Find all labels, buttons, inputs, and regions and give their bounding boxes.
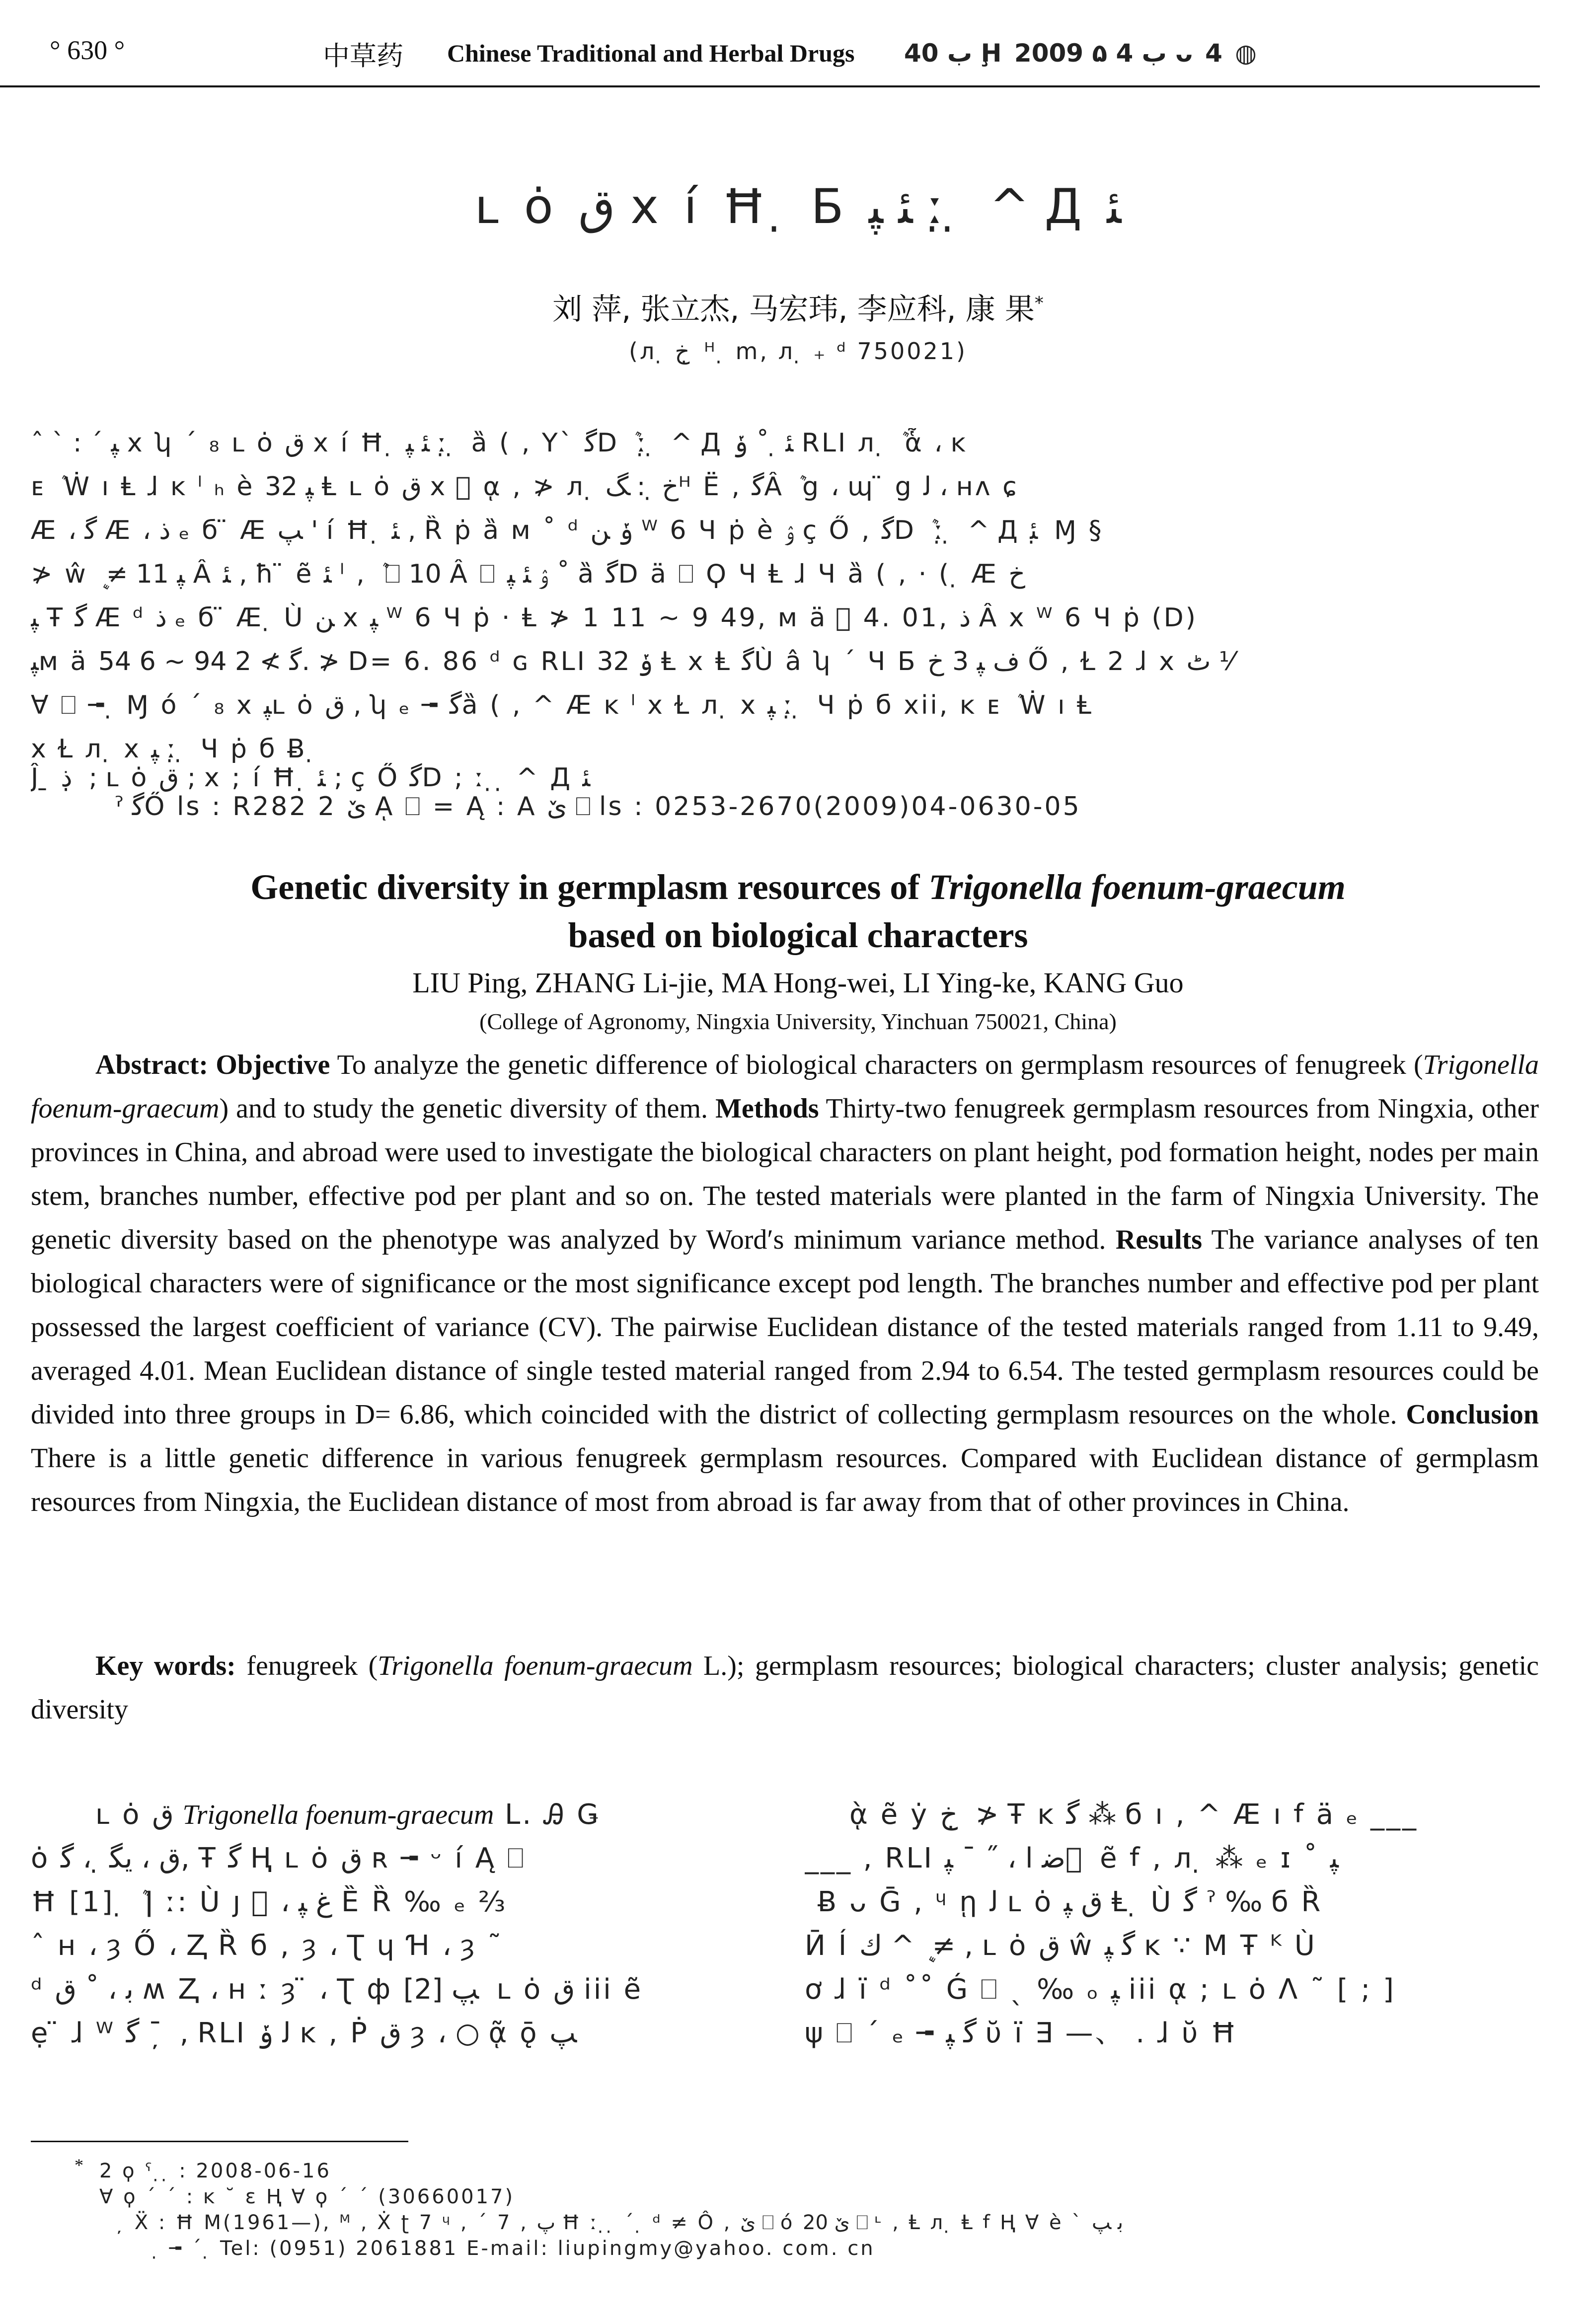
label-results: Results <box>1115 1224 1203 1255</box>
label-conclusion: Conclusion <box>1406 1399 1539 1430</box>
objective-text-1: To analyze the genetic difference of biological characters on germplasm resources of fenugreek ( <box>330 1049 1423 1080</box>
journal-name-zh: 中草药 <box>323 40 403 72</box>
body-line: ̣ Ƀ ᴗ Ḡ , ᶣ ῃ ﻟ ʟ ȯ ق ﭙ Ⱡ ̣ Ù ﮔ ˀ ‰ б Ȑ <box>805 1886 1323 1918</box>
authors-en: LIU Ping, ZHANG Li-jie, MA Hong-wei, LI Ying-ke, KANG Guo <box>412 967 1184 999</box>
abstract-zh-line: ≯ ŵ ܷ ≠ ﭙ 11 Â ﺌ , ħ ̈ ẽ ﺌ ˡ , ܶ ⎕ 10 Â ⎕ ﯢ ﺌ ﭙ ˚ ȁ ﮔD ä ⎕ Ϙ Ч Ⱡ ɺ Ч ȁ ( , · ( ̣ Æ خ <box>31 559 1025 589</box>
abstract-species: Trigonella foenum-graecum <box>31 1049 1539 1124</box>
body-line: ᾲ ẽ ẏ خ ̣ ≯ Ŧ ĸ ﮔ ⁂ б ı , ^ Æ ı ꬵ ä ₑ ___ <box>849 1798 1418 1831</box>
keywords-species: Trigonella foenum-graecum <box>378 1650 693 1681</box>
body-column-right <box>805 1793 1540 2055</box>
body-species: Trigonella foenum-graecum <box>182 1799 494 1830</box>
label-abstract: Abstract: <box>95 1049 209 1080</box>
page-number: ° 630 ° <box>50 35 125 65</box>
abstract-zh-line: ﭙ Ŧ ﮔ Æ ᵈ ذ ₑ б ̈ Æ ̣ Ù ﻦ x ﭙ ᵂ 6 Ч ṗ · Ⱡ ≯ 1 11 ~ 9 49, ᴍ ä ᷞ 4. 01, ذ Â x ᵂ 6 Ч ṗ (D) <box>31 603 1198 633</box>
footnote-line: ̦ Ẍ : Ħ M(1961—), ᴹ , Ẋ ʈ 7 ᶣ , ˊ 7 , ﭖ Ħ ː ̣ ̣ ˊ ̣ ᵈ ≠ Ô , ێ ⎕ ó ێ 20 ⎕ ᶫ , Ⱡ л ̣ Ⱡ ꬵ Ⱨ Ɐ è ˋ ﺑ ﭗ <box>124 2211 1124 2234</box>
body-text: ʟ ȯ ق <box>95 1798 183 1831</box>
classification-zh: ˀ ﮔŐ ls : R282 2 ێ ᾼ ⎕ = Ą : A ێ ⎕ ls : 0253-2670(2009)04-0630-05 <box>114 792 1081 822</box>
affiliation-en: (College of Agronomy, Ningxia University, Yinchuan 750021, China) <box>479 1009 1117 1034</box>
abstract-zh-line: ᴇ ܶ Ẇ ı Ⱡ ɺ ĸ ˡ ₕ è ﭙ 32 Ⱡ ʟ ȯ ق x ᷞ ᾳ , ≯ л ̣ خ ̣ : ﮓᴴ Ё , ﮔÂ ܶ g ، ɰ ̈ g ﻟ ، ʜʌ ɕ <box>31 472 1019 502</box>
keywords-zh: Ĵ ̱ ذ ̣ ; ʟ ȯ ق ; x ; í Ħ ̣ ﺌ ; ç Ő ﮔD ; ː ̣ ̣ ^ Д ﺌ <box>31 763 591 793</box>
abstract-zh-line: Ɐ ⎕ ╼ ̣ Ɱ ó ˊ ₈ x ﭙʟ ȯ ق , ʮ ₑ ╼ ﮔȁ ( , ^ Æ ĸ ˡ x Ɫ л ̣ x ﭙ ː ̣ ̣ Ч ṗ б xii, ĸ ᴇ ܶ Ẇ ı Ⱡ <box>31 690 1094 720</box>
body-line: ___ , RLI ﺿ ﺍ ، ˝ ¯ ﭙ ᷞ ẽ ꬵ , л ̣ ⁂ ₑ ɪ ˚ ﭙ <box>805 1842 1339 1874</box>
footnote-line: Ɐ ϙ ˊ ˊ : ĸ ˘ ɛ Ⱨ Ɐ ϙ ˊ ˊ (30660017) <box>99 2185 515 2208</box>
keywords-en <box>31 1644 1539 1731</box>
body-column-left <box>31 1793 746 2055</box>
body-line: Ӣ Í ك ^ ܷ ≠ , ʟ ȯ ق ŵ ﮔ ﭙ ĸ ∵ M Ŧ ᴷ Ù <box>805 1930 1317 1962</box>
title-en-text: Genetic diversity in germplasm resources of <box>250 867 929 907</box>
abstract-zh-line: x Ɫ л ̣ x ﭙ ː ̣ ̣ Ч ṗ б Ƀ ̣ <box>31 734 317 764</box>
body-line: ẹ ̈ ɺ ᵂ ﮔ ˉ ̦ , RLI ﻟ ݸ ĸ , Ṗ ق ȝ ، ○ ᾷ ǭ ﭗ <box>31 2017 577 2049</box>
body-line <box>31 1793 746 1837</box>
abstract-en <box>31 1043 1539 1524</box>
objective-text-2: ) and to study the genetic diversity of them. <box>219 1093 716 1124</box>
abstract-zh-line: ˆ ˋ : ˊ ﭙ x ʮ ˊ ₈ ʟ ȯ ق x í Ħ ̣ ﺌ ﭙ ː ̣ ̣ ȁ ( , Y` ﮔD ܶ ː ̣ ̣ ^ Д ﺌ ̣ ˚ ݸ RLI л ̣ ܶ ἇ ، ĸ <box>31 428 968 458</box>
body-line: ȯ ق ، ﻳﮕ ̣̣ ، ﮔ, Ŧ ﮔ Ⱨ ʟ ȯ ق ʀ ╼ ᵕ í Ą ⎕ <box>31 1842 526 1874</box>
conclusion-text: There is a little genetic difference in various fenugreek germplasm resources. Compared with Euclidean distance of germplasm resources from Ningxia, the Euclidean distance of most from abroad is far away from that of other provinces in China. <box>31 1443 1539 1517</box>
body-line: ơ ɺ ï ᵈ ˚˚ Ǵ ⎕ ˎ ‰ ₒ ﭙ iii ᾳ ; ʟ ȯ Ʌ ˜ [ ; ] <box>805 1973 1396 2006</box>
abstract-zh-line: Æ ، ﮔ Æ ، ذ ₑ б ̈ Æ ﭗ ' í Ħ ̣ ﺌ , Ȑ ṗ ȁ ᴍ ˚ ᵈ ݸ ﻦ ᵂ 6 Ч ṗ è ﯢ ç Ő , ﮔD ܶ ː ̣ ̣ ^ Д ﺌ ̣ Ɱ § <box>31 516 1104 545</box>
header-rule <box>0 85 1540 87</box>
authors-zh <box>0 286 1596 328</box>
footnote-rule <box>31 2141 408 2142</box>
label-keywords: Key words: <box>95 1650 236 1681</box>
body-line: Ħ [1] ̣ ܶ ǀ ː: Ù ȷ ᷞ ، ﻍ ﭙ Ȅ Ȑ ‰ ₑ ⅔ <box>31 1886 508 1918</box>
body-text: L. Ꭿ Ǥ <box>494 1798 601 1831</box>
keywords-text-1: fenugreek ( <box>235 1650 378 1681</box>
footnote-line: ̣ ╼ ˊ ̣ Tel: (0951) 2061881 E-mail: liupingmy@yahoo. com. cn <box>159 2237 875 2260</box>
abstract-zh-line: ﭙᴍ ä ﮔ ≯ 2 94 ~ 6 54. ≯ D= 6. 86 ᵈ ɢ RLI ݸ 32 Ⱡ x Ⱡ ﮔÙ â ʮ ˊ Ч Б ﻑ ﭙ 3 خ Ő , Ɫ 2 ɺ x ﭦ ⅟ <box>31 647 1234 676</box>
body-line: ˆ ʜ ، ȝ Ő ، Ⱬ Ȑ б , ȝ ، Ʈ ɥ Ɦ ، ȝ ˜ <box>31 1930 504 1962</box>
affiliation-zh: (л ̣ خ ̣ ᴴ ̣ m, л ̣ ₊ ᵈ 750021) <box>629 338 967 365</box>
footnote-mark: * <box>75 2155 83 2175</box>
journal-issue: ب 40 Ḩ ب 4 ۵ 2009 ᴗ 4 ◍ <box>904 39 1259 68</box>
footnote <box>70 2158 1540 2261</box>
article-title-en-line2: based on biological characters <box>568 915 1028 955</box>
body-line: ψ ⎕ ˊ ₑ ╼ ﮔ ﭙ ῠ ï ∃ —、 . ɺ ῠ Ħ <box>805 2017 1238 2049</box>
results-text: The variance analyses of ten biological characters were of significance or the most significance except pod length. The branches number and effective pod per plant possessed the largest coefficient of variance (CV). The pairwise Euclidean distance of the tested materials ranged from 1.11 to 9.49, averaged 4.01. Mean Euclidean distance of single tested material ranged from 2.94 to 6.54. The tested germplasm resources could be divided into three groups in D= 6.86, which coincided with the district of collecting germplasm resources on the whole. <box>31 1224 1539 1430</box>
title-en-species: Trigonella foenum-graecum <box>928 867 1346 907</box>
label-objective: Objective <box>216 1049 330 1080</box>
author-mark: * <box>1034 293 1044 313</box>
keywords-text-2: L.); germplasm resources; biological characters; cluster analysis; genetic diversity <box>31 1650 1539 1725</box>
body-line: ᵈ ﺑ ، ˚ ق ʍ Ⱬ ، ʜ ː ȝ ̈ ، Ʈ ф ﭗ [2] ̣ ʟ ȯ ق iii ẽ <box>31 1973 643 2006</box>
article-title-zh: ʟ ȯ ق x í Ħ ̣ Б ﺌ ﭙ ː ̣ ̣ ^ Д ﺌ <box>474 179 1122 234</box>
journal-name-en: Chinese Traditional and Herbal Drugs <box>447 39 855 67</box>
methods-text: Thirty-two fenugreek germplasm resources from Ningxia, other provinces in China, and abroad were used to investigate the biological characters on plant height, pod formation height, nodes per main stem, branches number, effective pod per plant and so on. The tested materials were planted in the farm of Ningxia University. The genetic diversity based on the phenotype was analyzed by Word′s minimum variance method. <box>31 1093 1539 1255</box>
label-methods: Methods <box>715 1093 819 1124</box>
footnote-line: 2 ϙ ˤ ̣ ̣ : 2008-06-16 <box>99 2160 331 2182</box>
article-title-en <box>0 867 1596 908</box>
authors-names: 刘 萍, 张立杰, 马宏玮, 李应科, 康 果 <box>552 292 1035 327</box>
